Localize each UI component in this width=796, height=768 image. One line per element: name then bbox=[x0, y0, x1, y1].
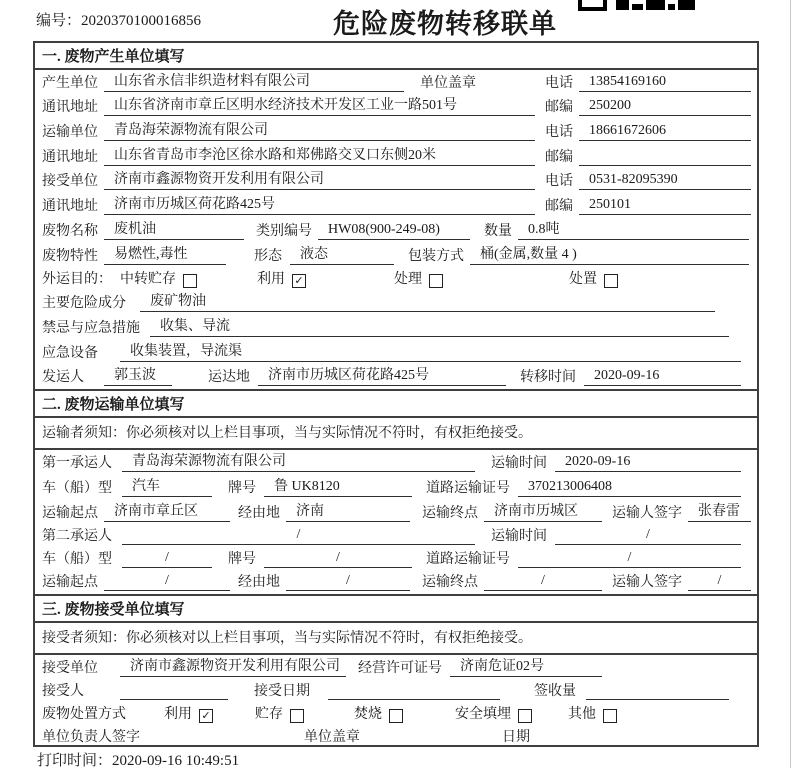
zip-label: 邮编 bbox=[545, 199, 573, 215]
address-label: 通讯地址 bbox=[42, 199, 98, 215]
endpoint-label: 运输终点 bbox=[422, 575, 478, 591]
acceptor-label: 接受人 bbox=[42, 684, 84, 700]
utilize-checkbox: ✓ bbox=[199, 709, 213, 723]
route-row bbox=[35, 500, 757, 525]
responsible-signature-row bbox=[35, 726, 757, 747]
responsible-signature-label: 单位负责人签字 bbox=[42, 730, 140, 746]
endpoint-value: / bbox=[484, 573, 602, 591]
carrier-signature-value: / bbox=[688, 573, 751, 591]
option-transfer-storage-label: 中转贮存 bbox=[120, 271, 176, 287]
license-value: 济南危证02号 bbox=[450, 655, 602, 677]
consignor-label: 发运人 bbox=[42, 370, 84, 386]
vehicle-row bbox=[35, 475, 757, 500]
receiver-value: 济南市鑫源物资开发利用有限公司 bbox=[104, 168, 535, 190]
hazard-component-label: 主要危险成分 bbox=[42, 296, 126, 312]
packaging-label: 包装方式 bbox=[408, 248, 464, 264]
address-label: 通讯地址 bbox=[42, 149, 98, 165]
producer-value: 山东省永信非织造材料有限公司 bbox=[104, 70, 404, 92]
transport-time-label: 运输时间 bbox=[491, 529, 547, 545]
print-time-label: 打印时间： bbox=[37, 753, 113, 768]
carrier-signature-value: 张春雷 bbox=[688, 500, 751, 522]
utilize-checkbox: ✓ bbox=[292, 274, 306, 288]
address-value: 济南市历城区荷花路425号 bbox=[104, 193, 535, 215]
quantity-value: 0.8吨 bbox=[518, 218, 749, 240]
serial-label: 编号： bbox=[36, 13, 82, 29]
road-permit-value: / bbox=[518, 550, 741, 568]
vehicle-type-label: 车（船）型 bbox=[42, 481, 112, 497]
page-title: 危险废物转移联单 bbox=[333, 9, 557, 39]
manifest-form-table bbox=[33, 41, 759, 747]
address-value: 山东省青岛市李沧区徐水路和郑佛路交叉口东侧20米 bbox=[104, 144, 535, 166]
taboo-measures-row bbox=[35, 315, 757, 340]
consignor-value: 郭玉波 bbox=[104, 364, 172, 386]
accepting-unit-value: 济南市鑫源物资开发利用有限公司 bbox=[120, 655, 346, 677]
responsible-signature-value bbox=[180, 744, 282, 746]
transporter-label: 运输单位 bbox=[42, 125, 98, 141]
vehicle-row-2 bbox=[35, 548, 757, 571]
first-carrier-value: 青岛海荣源物流有限公司 bbox=[122, 450, 475, 472]
serial-number bbox=[36, 9, 201, 30]
other-checkbox bbox=[603, 709, 617, 723]
origin-label: 运输起点 bbox=[42, 506, 98, 522]
option-landfill-label: 安全填埋 bbox=[455, 707, 511, 723]
waste-property-value: 易燃性,毒性 bbox=[104, 243, 226, 265]
vehicle-type-value: / bbox=[122, 550, 212, 568]
second-carrier-value: / bbox=[122, 527, 475, 545]
emergency-equipment-label: 应急设备 bbox=[42, 345, 98, 361]
receiver-row bbox=[35, 169, 757, 194]
taboo-measures-label: 禁忌与应急措施 bbox=[42, 320, 140, 336]
unit-seal-label: 单位盖章 bbox=[420, 75, 476, 91]
receiver-address-row bbox=[35, 193, 757, 218]
zip-value: 250101 bbox=[579, 197, 751, 215]
route-row-2 bbox=[35, 571, 757, 594]
first-carrier-label: 第一承运人 bbox=[42, 456, 112, 472]
origin-value: / bbox=[104, 573, 230, 591]
dispose-checkbox bbox=[604, 274, 618, 288]
option-utilize-label: 利用 bbox=[257, 271, 285, 287]
acceptor-value bbox=[120, 698, 228, 700]
phone-label: 电话 bbox=[545, 75, 573, 91]
hazard-component-row bbox=[35, 291, 757, 316]
treat-checkbox bbox=[429, 274, 443, 288]
phone-value: 13854169160 bbox=[579, 74, 751, 92]
incinerate-checkbox bbox=[389, 709, 403, 723]
accepting-unit-row bbox=[35, 655, 757, 680]
zip-value: 250200 bbox=[579, 98, 751, 116]
waste-name-value: 废机油 bbox=[104, 218, 244, 240]
date-value bbox=[544, 744, 741, 746]
phone-value: 18661672606 bbox=[579, 123, 751, 141]
vehicle-type-label: 车（船）型 bbox=[42, 552, 112, 568]
plate-value: / bbox=[264, 550, 412, 568]
landfill-checkbox bbox=[518, 709, 532, 723]
taboo-measures-value: 收集、导流 bbox=[150, 315, 729, 337]
quantity-label: 数量 bbox=[484, 223, 512, 239]
waste-name-label: 废物名称 bbox=[42, 223, 98, 239]
first-carrier-row bbox=[35, 450, 757, 475]
section2-title: 二. 废物运输单位填写 bbox=[35, 389, 757, 418]
transfer-time-value: 2020-09-16 bbox=[584, 368, 741, 386]
address-label: 通讯地址 bbox=[42, 100, 98, 116]
transport-time-label: 运输时间 bbox=[491, 456, 547, 472]
option-treat-label: 处理 bbox=[394, 271, 422, 287]
section3-title: 三. 废物接受单位填写 bbox=[35, 594, 757, 623]
section1-title: 一. 废物产生单位填写 bbox=[35, 43, 757, 70]
print-time-value: 2020-09-16 10:49:51 bbox=[112, 753, 240, 768]
option-utilize-label: 利用 bbox=[164, 707, 192, 723]
producer-address-row bbox=[35, 95, 757, 120]
origin-label: 运输起点 bbox=[42, 575, 98, 591]
option-incinerate-label: 焚烧 bbox=[354, 707, 382, 723]
zip-label: 邮编 bbox=[545, 100, 573, 116]
transport-time-value: 2020-09-16 bbox=[555, 454, 741, 472]
hazard-component-value: 废矿物油 bbox=[140, 290, 715, 312]
emergency-equipment-value: 收集装置，导流渠 bbox=[120, 340, 741, 362]
serial-value: 2020370100016856 bbox=[81, 13, 202, 29]
waste-property-row bbox=[35, 243, 757, 268]
road-permit-label: 道路运输证号 bbox=[426, 552, 510, 568]
transfer-storage-checkbox bbox=[183, 274, 197, 288]
phone-value: 0531-82095390 bbox=[579, 172, 751, 190]
via-value: 济南 bbox=[286, 500, 410, 522]
second-carrier-row bbox=[35, 525, 757, 548]
option-storage-label: 贮存 bbox=[255, 707, 283, 723]
road-permit-value: 370213006408 bbox=[518, 479, 741, 497]
phone-label: 电话 bbox=[545, 125, 573, 141]
consignor-row bbox=[35, 365, 757, 390]
outbound-purpose-row bbox=[35, 268, 757, 291]
emergency-equipment-row bbox=[35, 340, 757, 365]
transporter-row bbox=[35, 119, 757, 144]
phone-label: 电话 bbox=[545, 174, 573, 190]
destination-label: 运达地 bbox=[208, 370, 250, 386]
transporter-address-row bbox=[35, 144, 757, 169]
received-quantity-label: 签收量 bbox=[534, 684, 576, 700]
qr-code-fragment-icon bbox=[578, 0, 698, 11]
storage-checkbox bbox=[290, 709, 304, 723]
carrier-signature-label: 运输人签字 bbox=[612, 575, 682, 591]
destination-value: 济南市历城区荷花路425号 bbox=[258, 364, 506, 386]
category-label: 类别编号 bbox=[256, 223, 312, 239]
transporter-notice: 运输者须知：你必须核对以上栏目事项，当与实际情况不符时，有权拒绝接受。 bbox=[35, 418, 757, 450]
unit-seal-label: 单位盖章 bbox=[304, 730, 360, 746]
form-state-value: 液态 bbox=[290, 243, 394, 265]
received-quantity-value bbox=[586, 698, 729, 700]
second-carrier-label: 第二承运人 bbox=[42, 529, 112, 545]
license-label: 经营许可证号 bbox=[358, 661, 442, 677]
endpoint-label: 运输终点 bbox=[422, 506, 478, 522]
transport-time-value: / bbox=[555, 527, 741, 545]
via-value: / bbox=[286, 573, 410, 591]
endpoint-value: 济南市历城区 bbox=[484, 500, 602, 522]
date-label: 日期 bbox=[502, 730, 530, 746]
scan-page-edge bbox=[790, 0, 791, 768]
zip-label: 邮编 bbox=[545, 149, 573, 165]
producer-row bbox=[35, 70, 757, 95]
print-time bbox=[37, 749, 239, 768]
accept-date-value bbox=[328, 698, 500, 700]
via-label: 经由地 bbox=[238, 506, 280, 522]
transfer-time-label: 转移时间 bbox=[520, 370, 576, 386]
via-label: 经由地 bbox=[238, 575, 280, 591]
vehicle-type-value: 汽车 bbox=[122, 475, 212, 497]
plate-value: 鲁 UK8120 bbox=[264, 475, 412, 497]
disposal-method-label: 废物处置方式 bbox=[42, 707, 126, 723]
accept-date-label: 接受日期 bbox=[254, 684, 310, 700]
form-state-label: 形态 bbox=[254, 248, 282, 264]
plate-label: 牌号 bbox=[228, 552, 256, 568]
disposal-method-row bbox=[35, 703, 757, 726]
receiver-label: 接受单位 bbox=[42, 174, 98, 190]
option-dispose-label: 处置 bbox=[569, 271, 597, 287]
category-value: HW08(900-249-08) bbox=[318, 222, 470, 240]
origin-value: 济南市章丘区 bbox=[104, 500, 230, 522]
producer-label: 产生单位 bbox=[42, 75, 98, 91]
acceptor-row bbox=[35, 680, 757, 703]
waste-name-row bbox=[35, 218, 757, 243]
purpose-label: 外运目的： bbox=[42, 271, 112, 287]
carrier-signature-label: 运输人签字 bbox=[612, 506, 682, 522]
accepting-unit-label: 接受单位 bbox=[42, 661, 98, 677]
zip-value bbox=[579, 164, 751, 166]
waste-property-label: 废物特性 bbox=[42, 248, 98, 264]
packaging-value: 桶(金属,数量 4 ) bbox=[470, 243, 749, 265]
transporter-value: 青岛海荣源物流有限公司 bbox=[104, 119, 535, 141]
address-value: 山东省济南市章丘区明水经济技术开发区工业一路501号 bbox=[104, 94, 535, 116]
receiver-notice: 接受者须知：你必须核对以上栏目事项，当与实际情况不符时，有权拒绝接受。 bbox=[35, 623, 757, 655]
option-other-label: 其他 bbox=[568, 707, 596, 723]
road-permit-label: 道路运输证号 bbox=[426, 481, 510, 497]
plate-label: 牌号 bbox=[228, 481, 256, 497]
